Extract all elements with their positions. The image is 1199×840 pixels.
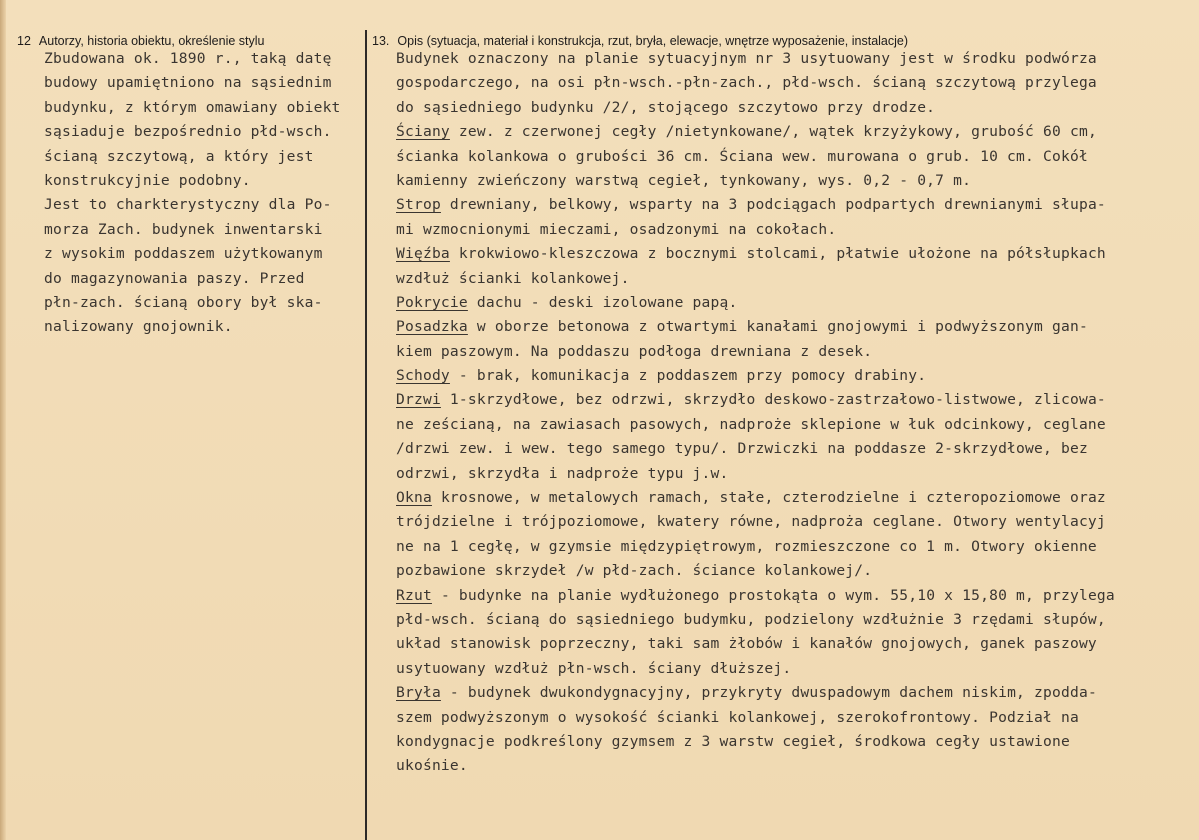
paragraph-heading: Ściany	[396, 123, 450, 141]
paragraph-text: - budynek dwukondygnacyjny, przykryty dwuspadowym dachem niskim, zpodda-	[440, 684, 1097, 702]
section-13-line	[396, 681, 1196, 705]
section-13-line	[396, 193, 1196, 217]
paragraph-heading: Rzut	[396, 586, 432, 604]
section-12-title: Autorzy, historia obiektu, określenie stylu	[38, 34, 265, 48]
section-12-line: konstrukcyjnie podobny.	[44, 171, 251, 189]
section-13-line	[396, 71, 1196, 95]
column-divider	[365, 30, 367, 840]
paragraph-text: szem podwyższonym o wysokość ścianki kolankowej, szerokofrontowy. Podział na	[396, 708, 1079, 726]
section-13-line	[396, 120, 1196, 144]
section-13-line	[396, 315, 1196, 339]
paragraph-text: w oborze betonowa z otwartymi kanałami gnojowymi i podwyższonym gan-	[467, 318, 1088, 336]
section-13-line	[396, 510, 1196, 534]
paragraph-text: odrzwi, skrzydła i nadproże typu j.w.	[396, 464, 729, 482]
paragraph-heading: Okna	[396, 489, 432, 507]
section-13-title: Opis (sytuacja, materiał i konstrukcja, rzut, bryła, elewacje, wnętrze wyposażenie, instalacje)	[397, 34, 909, 48]
section-13-line	[396, 267, 1196, 291]
section-13-line	[396, 706, 1196, 730]
paragraph-heading: Schody	[396, 367, 450, 385]
paragraph-text: dachu - deski izolowane papą.	[467, 293, 738, 311]
paragraph-text: mi wzmocnionymi mieczami, osadzonymi na cokołach.	[396, 220, 837, 238]
section-12-line: płn-zach. ścianą obory był ska-	[44, 293, 323, 311]
section-13-line	[396, 96, 1196, 120]
section-12-line: ścianą szczytową, a który jest	[44, 147, 314, 165]
paragraph-text: ścianka kolankowa o grubości 36 cm. Ściana wew. murowana o grub. 10 cm. Cokół	[396, 147, 1088, 165]
paragraph-text: trójdzielne i trójpoziomowe, kwatery równe, nadproża ceglane. Otwory wentylacyj	[396, 513, 1106, 531]
section-12-header	[17, 34, 264, 48]
paragraph-text: kondygnacje podkreślony gzymsem z 3 warstw cegieł, środkowa cegły ustawione	[396, 732, 1070, 750]
paragraph-text: płd-wsch. ścianą do sąsiedniego budymku, podzielony wzdłużnie 3 rzędami słupów,	[396, 610, 1106, 628]
paragraph-text: krokwiowo-kleszczowa z bocznymi stolcami, płatwie ułożone na półsłupkach	[449, 245, 1106, 263]
paragraph-heading: Strop	[396, 196, 441, 214]
section-13-line	[396, 364, 1196, 388]
section-13-number: 13.	[372, 34, 390, 48]
section-13-line	[396, 291, 1196, 315]
paragraph-text: usytuowany wzdłuż płn-wsch. ściany dłuższej.	[396, 659, 792, 677]
section-13-line	[396, 559, 1196, 583]
paragraph-text: Budynek oznaczony na planie sytuacyjnym nr 3 usytuowany jest w środku podwórza	[396, 50, 1097, 67]
section-12-line: Zbudowana ok. 1890 r., taką datę	[44, 50, 332, 67]
paragraph-text: kamienny zwieńczony warstwą cegieł, tynkowany, wys. 0,2 - 0,7 m.	[396, 171, 972, 189]
section-13-line	[396, 437, 1196, 461]
paragraph-text: wzdłuż ścianki kolankowej.	[396, 269, 630, 287]
section-13-line	[396, 754, 1196, 778]
paragraph-text: zew. z czerwonej cegły /nietynkowane/, wątek krzyżykowy, grubość 60 cm,	[449, 123, 1097, 141]
section-13-line	[396, 340, 1196, 364]
paragraph-text: gospodarczego, na osi płn-wsch.-płn-zach., płd-wsch. ścianą szczytową przylega	[396, 74, 1097, 92]
section-13-line	[396, 145, 1196, 169]
paragraph-text: /drzwi zew. i wew. tego samego typu/. Drzwiczki na poddasze 2-skrzydłowe, bez	[396, 440, 1088, 458]
paragraph-heading: Więźba	[396, 245, 450, 263]
paragraph-text: kiem paszowym. Na poddaszu podłoga drewniana z desek.	[396, 342, 873, 360]
section-13-body	[396, 47, 1196, 779]
paragraph-text: - brak, komunikacja z poddaszem przy pomocy drabiny.	[449, 367, 927, 385]
paragraph-text: ne ześcianą, na zawiasach pasowych, nadproże sklepione w łuk odcinkowy, ceglane	[396, 415, 1106, 433]
section-13-header	[372, 34, 908, 48]
section-12-line: z wysokim poddaszem użytkowanym	[44, 245, 323, 263]
paragraph-heading: Pokrycie	[396, 293, 468, 311]
section-12-line: nalizowany gnojownik.	[44, 318, 233, 336]
section-13-line	[396, 462, 1196, 486]
paragraph-heading: Drzwi	[396, 391, 441, 409]
paragraph-heading: Posadzka	[396, 318, 468, 336]
section-13-line	[396, 584, 1196, 608]
section-12-line: budynku, z którym omawiany obiekt	[44, 98, 341, 116]
section-13-line	[396, 535, 1196, 559]
paragraph-text: drewniany, belkowy, wsparty na 3 podciągach podpartych drewnianymi słupa-	[440, 196, 1106, 214]
section-13-line	[396, 413, 1196, 437]
section-12-line: sąsiaduje bezpośrednio płd-wsch.	[44, 123, 332, 141]
section-13-line	[396, 169, 1196, 193]
paragraph-text: 1-skrzydłowe, bez odrzwi, skrzydło deskowo-zastrzałowo-listwowe, zlicowa-	[440, 391, 1106, 409]
paragraph-text: ukośnie.	[396, 757, 468, 775]
paragraph-text: do sąsiedniego budynku /2/, stojącego szczytowo przy drodze.	[396, 98, 936, 116]
paragraph-text: układ stanowisk poprzeczny, taki sam żłobów i kanałów gnojowych, ganek paszowy	[396, 635, 1097, 653]
section-12-line: do magazynowania paszy. Przed	[44, 269, 305, 287]
paragraph-text: - budynke na planie wydłużonego prostokąta o wym. 55,10 x 15,80 m, przylega	[431, 586, 1115, 604]
section-12-line: Jest to charkterystyczny dla Po-	[44, 196, 332, 214]
paragraph-text: ne na 1 cegłę, w gzymsie międzypiętrowym, rozmieszczone co 1 m. Otwory okienne	[396, 537, 1097, 555]
section-13-line	[396, 242, 1196, 266]
section-13-line	[396, 657, 1196, 681]
card-edge	[0, 0, 6, 840]
section-13-line	[396, 218, 1196, 242]
section-13-line	[396, 47, 1196, 71]
paragraph-text: pozbawione skrzydeł /w płd-zach. ściance kolankowej/.	[396, 562, 873, 580]
section-13-line	[396, 632, 1196, 656]
paragraph-text: krosnowe, w metalowych ramach, stałe, czterodzielne i czteropoziomowe oraz	[431, 489, 1106, 507]
section-12-number: 12	[17, 34, 31, 48]
section-13-line	[396, 608, 1196, 632]
section-13-line	[396, 388, 1196, 412]
section-13-line	[396, 730, 1196, 754]
paragraph-heading: Bryła	[396, 684, 441, 702]
section-12-line: morza Zach. budynek inwentarski	[44, 220, 323, 238]
section-13-line	[396, 486, 1196, 510]
section-12-body	[44, 47, 362, 340]
section-12-line: budowy upamiętniono na sąsiednim	[44, 74, 332, 92]
